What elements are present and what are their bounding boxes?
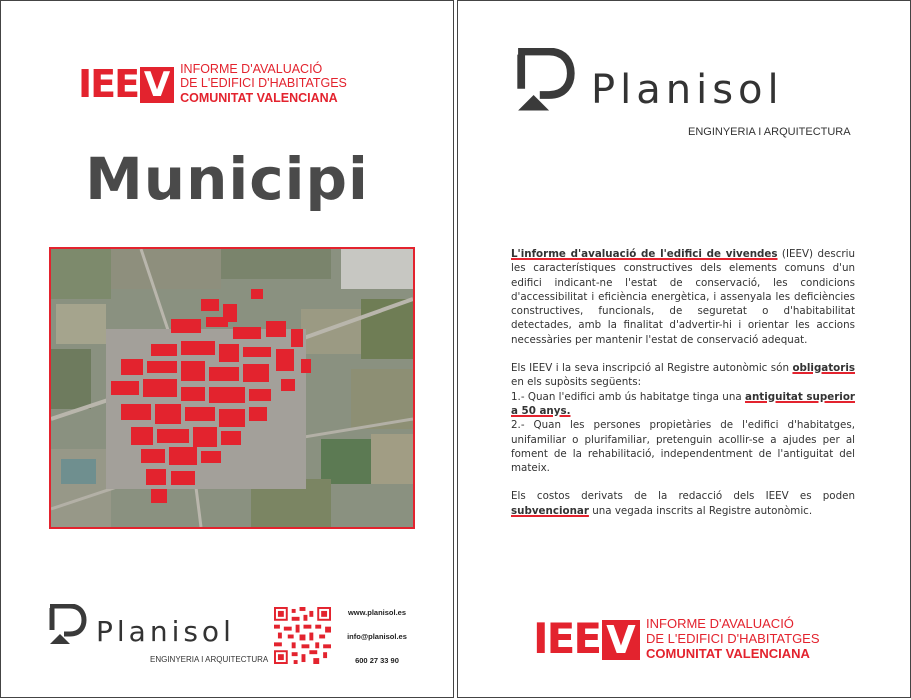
ieev-description — [511, 247, 855, 532]
planisol-logo-small — [48, 604, 235, 646]
page-title: Municipi — [85, 145, 369, 213]
ieev-line3: COMUNITAT VALENCIANA — [180, 90, 338, 105]
planisol-mark-icon — [48, 604, 88, 646]
qr-code — [274, 607, 331, 664]
item2-text: 2.- Quan les persones propietàries de l'edifici d'habitatges, unifamiliar o plurifamiliar, pretenguin acollir-se a ajudes per al foment de la rehabilitació, independentment de l'antiguitat del mateix. — [511, 419, 855, 475]
ieev-line2: DE L'EDIFICI D'HABITATGES — [180, 76, 347, 91]
ieev-v-box — [602, 618, 640, 663]
planisol-name: Planisol — [96, 615, 235, 648]
website-link[interactable]: www.planisol.es — [347, 608, 407, 617]
ieev-mark — [78, 61, 174, 106]
planisol-mark-icon — [515, 48, 577, 114]
municipality-map — [49, 247, 415, 529]
email-link[interactable]: info@planisol.es — [347, 632, 407, 641]
ieev-v-box — [140, 64, 174, 105]
ieev-mark — [533, 614, 640, 664]
ieev-text — [180, 62, 347, 105]
subsidy-text-b: una vegada inscrits al Registre autonòmic. — [588, 504, 813, 517]
ieev-logo-bottom — [533, 614, 820, 664]
ieev-text — [646, 617, 820, 662]
map-graphic — [51, 249, 413, 527]
intro-rest: (IEEV) descriu les característiques constructives dels elements comuns d'un edifici indicant-ne l'estat de conservació, les condicions d'accessibilitat i eficiència energètica, i assenyala les deficiències constructives, funcionals, de seguretat o d'habitabilitat detectades, amb la finalitat d'advertir-hi i orientar les accions necessàries per mantenir l'estat de conservació adequat. — [511, 248, 855, 346]
planisol-name: Planisol — [591, 67, 784, 113]
obligation-text-b: en els supòsits següents: — [511, 376, 642, 389]
ieev-v-letter: V — [143, 64, 171, 105]
paragraph-obligation — [511, 361, 855, 475]
ieev-logo-top — [78, 62, 347, 105]
intro-lead: L'informe d'avaluació de l'edifici de vivendes — [511, 248, 778, 260]
ieev-letters: IEE — [533, 614, 601, 664]
ieev-line3: COMUNITAT VALENCIANA — [646, 645, 810, 661]
planisol-logo-large — [515, 48, 784, 114]
planisol-tagline: ENGINYERIA I ARQUITECTURA — [688, 126, 851, 138]
subsidy-text-a: Els costos derivats de la redacció dels IEEV es poden — [511, 490, 855, 503]
item1-bold: antiguitat superior a 50 anys. — [511, 390, 855, 417]
phone-number: 600 27 33 90 — [355, 656, 399, 665]
subsidy-bold: subvencionar — [511, 504, 589, 517]
item1-text: 1.- Quan l'edifici amb ús habitatge tinga una — [511, 390, 746, 403]
ieev-line1: INFORME D'AVALUACIÓ — [646, 616, 794, 631]
paragraph-subsidy — [511, 489, 855, 518]
obligation-bold: obligatoris — [792, 362, 855, 375]
planisol-tagline: ENGINYERIA I ARQUITECTURA — [150, 655, 269, 664]
ieev-letters: IEE — [78, 61, 139, 106]
obligation-text-a: Els IEEV i la seva inscripció al Registre autonòmic són — [511, 362, 793, 375]
ieev-line2: DE L'EDIFICI D'HABITATGES — [646, 630, 820, 646]
paragraph-intro — [511, 247, 855, 347]
ieev-line1: INFORME D'AVALUACIÓ — [180, 62, 323, 76]
ieev-v-letter: V — [606, 618, 636, 663]
